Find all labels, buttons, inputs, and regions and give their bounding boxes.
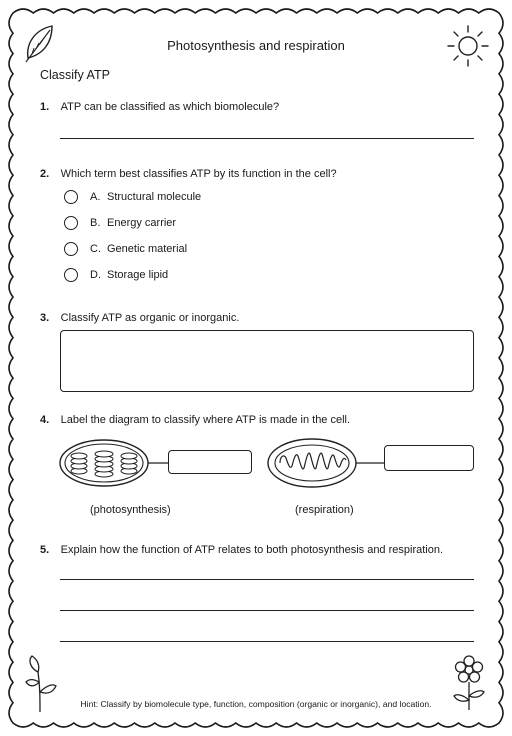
respiration-caption: (respiration)	[295, 504, 354, 516]
option-d-radio[interactable]	[64, 268, 78, 282]
question-number: 1.	[40, 101, 50, 113]
option-c-letter: C.	[90, 243, 101, 255]
option-c-radio[interactable]	[64, 242, 78, 256]
question-2	[40, 164, 337, 182]
answer-box[interactable]	[60, 330, 474, 392]
option-b-label: Energy carrier	[107, 217, 177, 229]
answer-line[interactable]	[60, 138, 474, 139]
hint-text: Hint: Classify by biomolecule type, function, composition (organic or inorganic), and location.	[80, 699, 432, 709]
answer-line[interactable]	[60, 641, 474, 642]
question-4	[40, 410, 350, 428]
option-a-radio[interactable]	[64, 190, 78, 204]
question-text: ATP can be classified as which biomolecule?	[60, 101, 280, 113]
question-3	[40, 308, 239, 326]
section-heading: Classify ATP	[40, 68, 110, 82]
answer-line[interactable]	[60, 579, 474, 580]
question-number: 5.	[40, 544, 50, 556]
option-c-label: Genetic material	[107, 243, 188, 255]
question-number: 4.	[40, 414, 50, 426]
question-text: Which term best classifies ATP by its function in the cell?	[60, 168, 337, 180]
question-text: Label the diagram to classify where ATP is made in the cell.	[60, 414, 351, 426]
question-number: 3.	[40, 312, 50, 324]
option-b-letter: B.	[90, 217, 101, 229]
option-a-label: Structural molecule	[107, 191, 202, 203]
question-number: 2.	[40, 168, 50, 180]
mitochondrion-diagram	[266, 434, 386, 492]
page-title: Photosynthesis and respiration	[167, 38, 345, 53]
question-5	[40, 540, 443, 558]
question-text: Classify ATP as organic or inorganic.	[60, 312, 240, 324]
chloroplast-label-box[interactable]	[168, 450, 252, 474]
question-text: Explain how the function of ATP relates to both photosynthesis and respiration.	[60, 544, 444, 556]
option-d-letter: D.	[90, 269, 101, 281]
option-d-label: Storage lipid	[107, 269, 169, 281]
photosynthesis-caption: (photosynthesis)	[90, 504, 171, 516]
answer-line[interactable]	[60, 610, 474, 611]
option-b-radio[interactable]	[64, 216, 78, 230]
mitochondrion-label-box[interactable]	[384, 445, 474, 471]
option-a-letter: A.	[90, 191, 101, 203]
question-1	[40, 97, 279, 115]
